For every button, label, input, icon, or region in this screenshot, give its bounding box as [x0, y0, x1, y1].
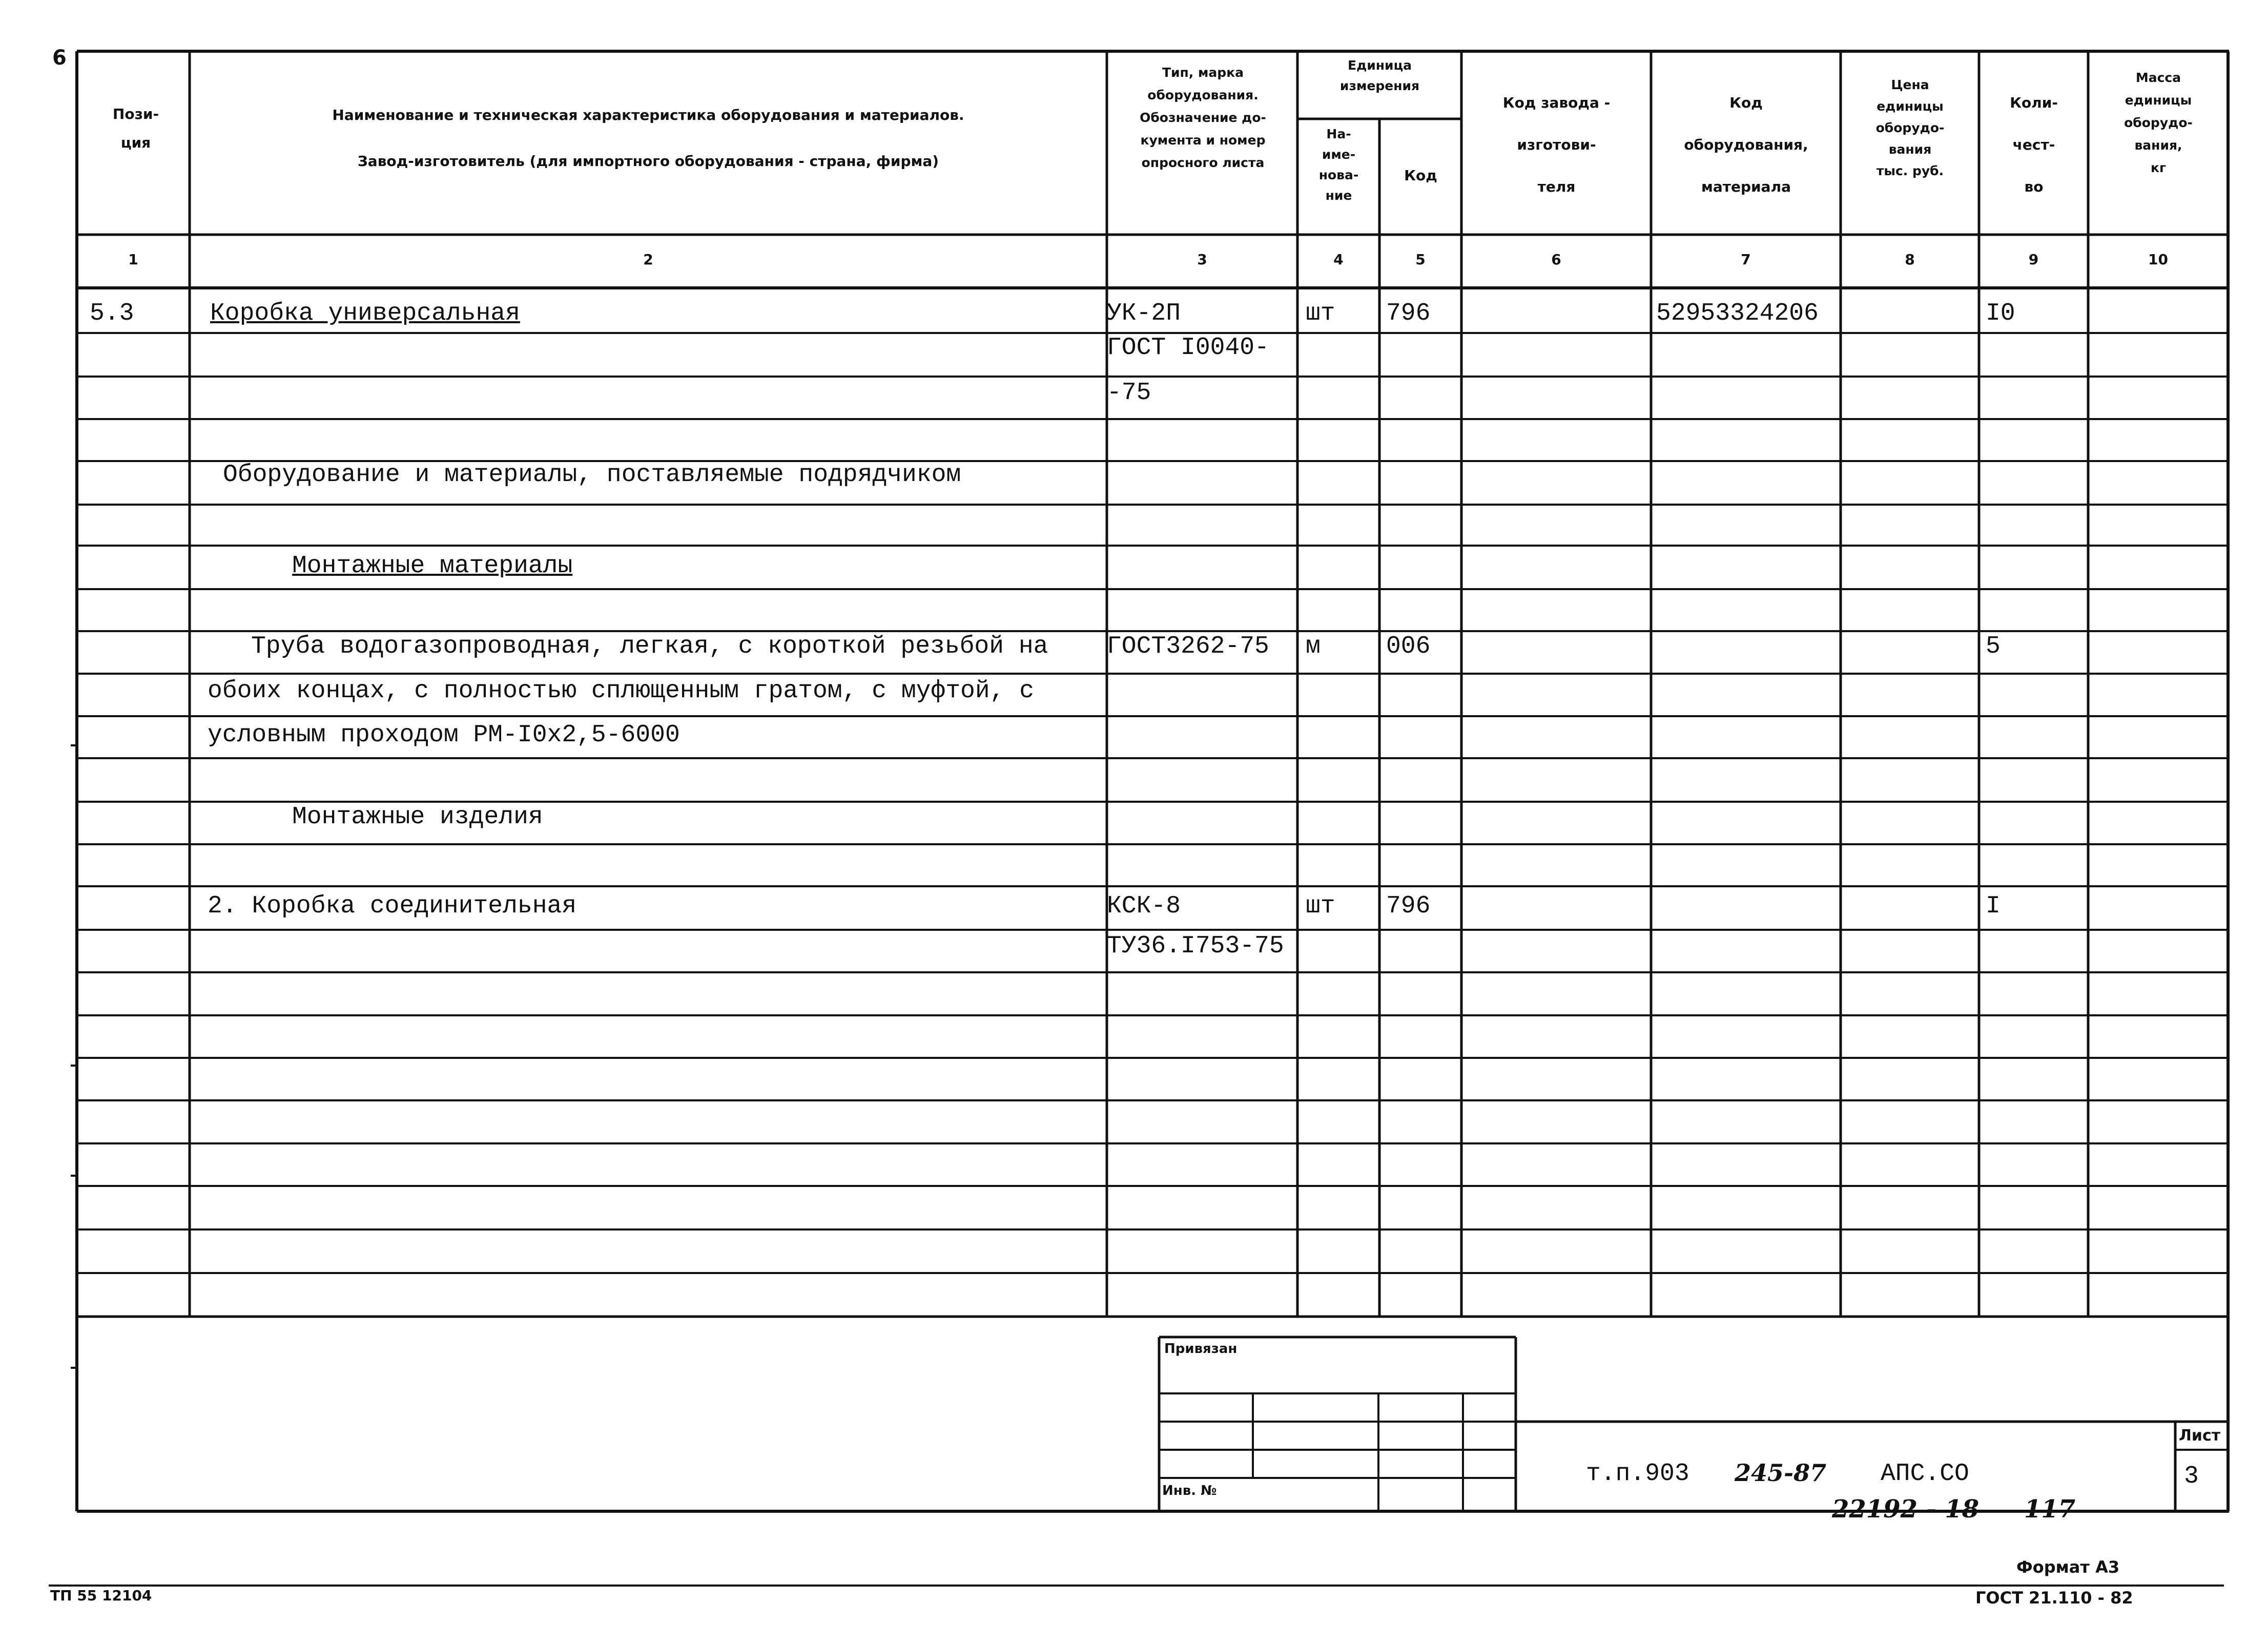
cell-type: УК-2П — [1107, 300, 1181, 327]
cell-name: Труба водогазопроводная, легкая, с короткой резьбой на — [251, 633, 1048, 660]
cell-name: обоих концах, с полностью сплющенным гратом, с муфтой, с — [208, 677, 1035, 705]
cell-type: ГОСТ3262-75 — [1107, 633, 1269, 660]
doc-number: 245-87 — [1735, 1459, 1827, 1487]
header-mass: Масса единицы оборудо- вания, кг — [2124, 70, 2193, 175]
cell-name: Монтажные материалы — [292, 552, 573, 580]
header-price: Цена единицы оборудо- вания тыс. руб. — [1875, 77, 1945, 178]
cell-quantity: I — [1986, 892, 2001, 920]
cell-name: 2. Коробка соединительная — [208, 892, 577, 920]
cell-unit-code: 796 — [1386, 892, 1431, 920]
cell-equipment-code: 52953324206 — [1656, 300, 1819, 327]
header-unit-code: Код — [1404, 167, 1437, 184]
header-name: Наименование и техническая характеристика оборудования и материалов. Завод-изготовитель (для импортного оборудования - страна, фирма) — [332, 107, 964, 170]
header-unit-name: На- име- нова- ние — [1318, 127, 1359, 203]
column-number: 3 — [1197, 251, 1207, 268]
cell-type: КСК-8 — [1107, 892, 1181, 920]
archive-number: 22192 - 18 — [1832, 1495, 1980, 1524]
cell-type: -75 — [1107, 379, 1151, 407]
cell-quantity: 5 — [1986, 633, 2001, 660]
header-maker-code: Код завода - изготови- теля — [1502, 94, 1611, 195]
column-number: 4 — [1333, 251, 1344, 268]
header-type: Тип, марка оборудования. Обозначение до- кумента и номер опросного листа — [1140, 65, 1266, 170]
sheet-label: Лист — [2179, 1427, 2221, 1445]
cell-quantity: I0 — [1986, 300, 2015, 327]
column-number: 8 — [1905, 251, 1915, 268]
column-number: 6 — [1551, 251, 1561, 268]
column-number: 5 — [1415, 251, 1426, 268]
cell-name: условным проходом РМ-I0х2,5-6000 — [208, 721, 680, 749]
header-equipment-code: Код оборудования, материала — [1684, 94, 1808, 195]
footer-format: Формат А3 — [2016, 1557, 2120, 1577]
column-number: 9 — [2028, 251, 2039, 268]
bound-label: Привязан — [1164, 1341, 1238, 1357]
corner-mark: 6 — [52, 46, 67, 70]
cell-unit-code: 006 — [1386, 633, 1431, 660]
footer-left-code: ТП 55 12104 — [50, 1587, 152, 1604]
footer-gost: ГОСТ 21.110 - 82 — [1975, 1588, 2133, 1608]
header-quantity: Коли- чест- во — [2010, 94, 2058, 195]
doc-code: АПС.СО — [1881, 1460, 1969, 1488]
column-number: 10 — [2148, 251, 2168, 268]
column-number: 1 — [128, 251, 138, 268]
cell-unit: м — [1306, 633, 1321, 660]
cell-unit-code: 796 — [1386, 300, 1431, 327]
column-number: 2 — [643, 251, 653, 268]
cell-unit: шт — [1306, 892, 1335, 920]
header-position: Пози- ция — [112, 106, 159, 151]
cell-name: Коробка универсальная — [210, 300, 520, 327]
doc-prefix: т.п.903 — [1586, 1460, 1689, 1488]
inventory-label: Инв. № — [1162, 1483, 1217, 1498]
cell-unit: шт — [1306, 300, 1335, 327]
header-unit-group: Единица измерения — [1339, 58, 1420, 93]
cell-name: Оборудование и материалы, поставляемые подрядчиком — [223, 461, 961, 489]
cell-position: 5.3 — [90, 300, 134, 327]
column-number: 7 — [1741, 251, 1751, 268]
archive-sheet: 117 — [2024, 1495, 2076, 1524]
cell-name: Монтажные изделия — [292, 803, 543, 831]
cell-type: ТУ36.I753-75 — [1107, 932, 1284, 960]
cell-type: ГОСТ I0040- — [1107, 334, 1269, 362]
sheet-number: 3 — [2184, 1463, 2199, 1490]
